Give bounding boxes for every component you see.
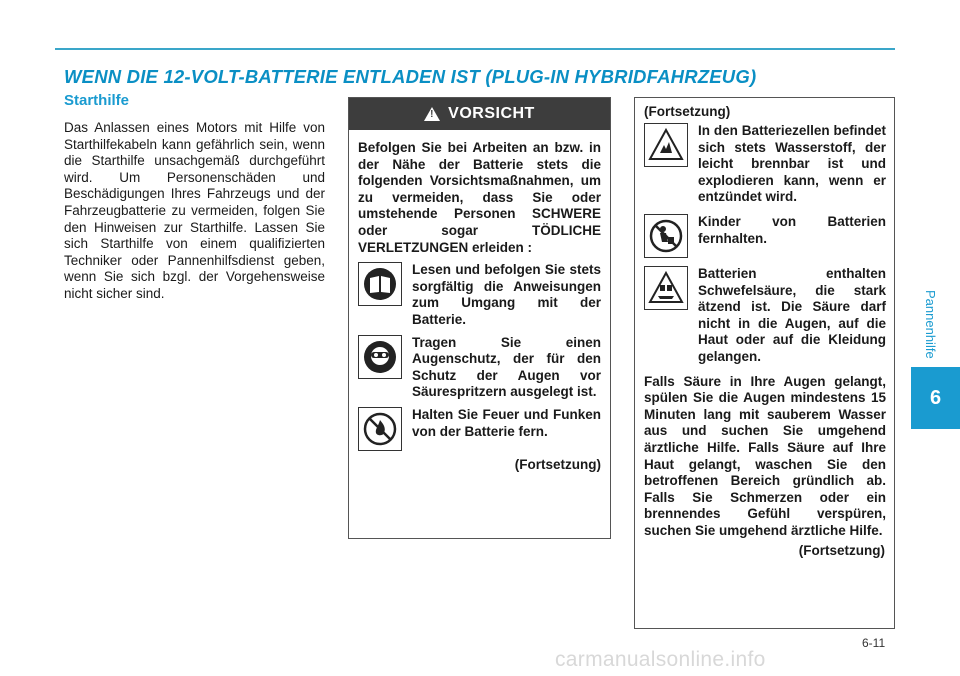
caution-item xyxy=(358,335,601,401)
caution-header xyxy=(349,98,610,130)
explosion-icon xyxy=(644,123,688,167)
warning-triangle-icon xyxy=(424,107,440,121)
continued-label: (Fortsetzung) xyxy=(798,543,885,559)
continued-label: (Fortsetzung) xyxy=(514,456,601,472)
manual-book-icon xyxy=(358,262,402,306)
caution-box xyxy=(348,97,611,539)
acid-first-aid-paragraph: Falls Säure in Ihre Augen gelangt, spülen Sie die Augen mindestens 15 Minuten lang mit sauberem Wasser aus und suchen Sie umgehend ärztliche Hilfe. Falls Säure auf Ihre Haut gelangt, waschen Sie den betroffenen Bereich gründlich ab. Falls Sie Schmerzen oder ein brennendes Gefühl verspüren, suchen Sie umgehend ärztliche Hilfe. xyxy=(644,373,886,538)
eye-protection-icon xyxy=(358,335,402,379)
section-heading: Starthilfe xyxy=(64,92,130,109)
keep-children-away-icon xyxy=(644,214,688,258)
chapter-tab: 6 xyxy=(911,367,960,429)
page-title: WENN DIE 12-VOLT-BATTERIE ENTLADEN IST (PLUG-IN HYBRIDFAHRZEUG) xyxy=(64,66,757,87)
caution-intro: Befolgen Sie bei Arbeiten an bzw. in der Nähe der Batterie stets die folgenden Vorsichtsmaßnahmen, um zu vermeiden, dass Sie oder umstehende Personen SCHWERE oder sogar TÖDLICHE VERLETZUNGEN erleiden : xyxy=(358,140,601,255)
page-number: 6-11 xyxy=(862,636,886,650)
caution-item-text: Halten Sie Feuer und Funken von der Batterie fern. xyxy=(412,406,601,439)
caution-item-text: Tragen Sie einen Augenschutz, der für den Schutz der Augen vor Säurespritzern ausgelegt ist. xyxy=(412,334,601,400)
continued-item xyxy=(644,214,886,258)
continued-item xyxy=(644,266,886,366)
chapter-side-label: Pannenhilfe xyxy=(923,290,938,359)
caution-item xyxy=(358,262,601,328)
no-fire-icon xyxy=(358,407,402,451)
continued-item xyxy=(644,123,886,206)
watermark: carmanualsonline.info xyxy=(555,648,766,671)
caution-item xyxy=(358,407,601,451)
caution-header-label: VORSICHT xyxy=(448,105,535,122)
corrosive-icon xyxy=(644,266,688,310)
continued-box xyxy=(634,97,895,629)
continued-item-text: In den Batteriezellen befindet sich stets Wasserstoff, der leicht brennbar ist und explodieren kann, wenn er entzündet wird. xyxy=(698,123,886,205)
continued-item-text: Batterien enthalten Schwefelsäure, die stark ätzend ist. Die Säure darf nicht in die Augen, auf die Haut oder auf die Kleidung gelangen. xyxy=(698,265,886,364)
continued-item-text: Kinder von Batterien fernhalten. xyxy=(698,213,886,246)
caution-item-text: Lesen und befolgen Sie stets sorgfältig die Anweisungen zum Umgang mit der Batterie. xyxy=(412,262,601,327)
continued-header: (Fortsetzung) xyxy=(644,104,731,119)
top-rule xyxy=(55,48,895,50)
body-paragraph: Das Anlassen eines Motors mit Hilfe von Starthilfekabeln kann gefährlich sein, wenn die Starthilfe unsachgemäß durchgeführt wird. Um Personenschäden und Beschädigungen Ihres Fahrzeugs und der Fahrzeugbatterie zu vermeiden, folgen Sie den Hinweisen zur Starthilfe. Lassen Sie sich Starthilfe von einem qualifizierten Techniker oder Pannenhilfsdienst geben, wenn Sie sich bzgl. der Vorgehensweise nicht sicher sind. xyxy=(64,120,325,301)
